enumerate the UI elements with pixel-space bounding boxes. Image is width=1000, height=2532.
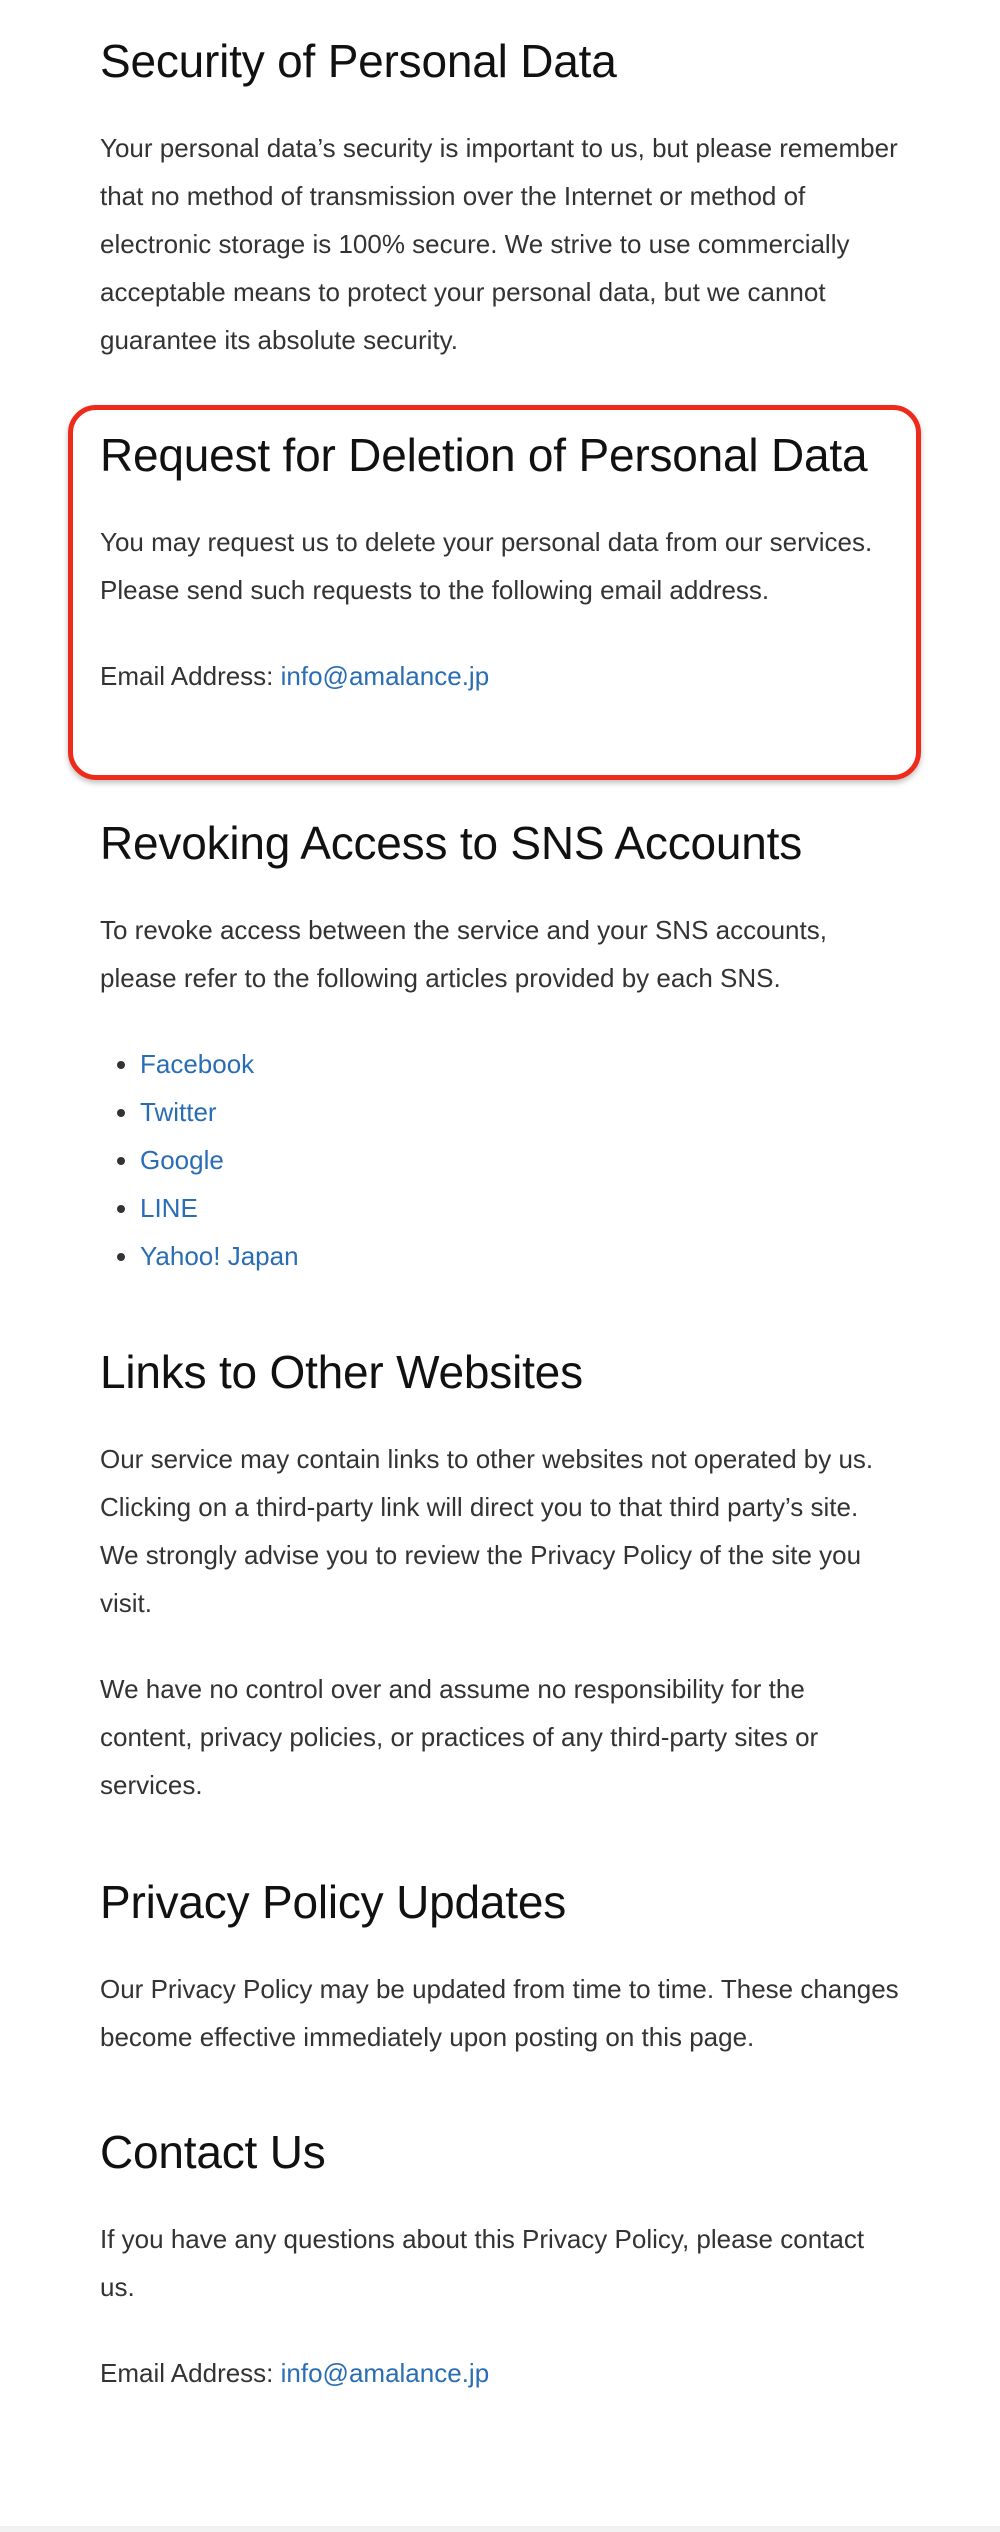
contact-body: If you have any questions about this Privacy Policy, please contact us. (100, 2224, 865, 2302)
updates-body: Our Privacy Policy may be updated from time to time. These changes become effective immediately upon posting on this page. (100, 1974, 899, 2052)
deletion-section (100, 426, 900, 700)
security-section (100, 32, 900, 364)
security-heading: Security of Personal Data (100, 35, 617, 87)
security-body: Your personal data’s security is important to us, but please remember that no method of transmission over the Internet or method of electronic storage is 100% secure. We strive to use commercially acceptable means to protect your personal data, but we cannot guarantee its absolute security. (100, 133, 898, 355)
deletion-email-line (100, 652, 900, 700)
list-item (140, 1136, 900, 1184)
contact-section (100, 2123, 900, 2397)
revoking-body: To revoke access between the service and your SNS accounts, please refer to the following articles provided by each SNS. (100, 915, 827, 993)
contact-email-link[interactable]: info@amalance.jp (280, 2358, 490, 2388)
contact-heading: Contact Us (100, 2126, 326, 2178)
facebook-link[interactable]: Facebook (140, 1049, 255, 1079)
list-item (140, 1232, 900, 1280)
updates-heading: Privacy Policy Updates (100, 1876, 566, 1928)
list-item (140, 1040, 900, 1088)
links-body-2: We have no control over and assume no responsibility for the content, privacy policies, or practices of any third-party sites or services. (100, 1674, 819, 1800)
links-heading: Links to Other Websites (100, 1346, 583, 1398)
twitter-link[interactable]: Twitter (140, 1097, 217, 1127)
line-link[interactable]: LINE (140, 1193, 198, 1223)
email-label: Email Address: (100, 2358, 281, 2388)
links-section (100, 1343, 900, 1809)
updates-section (100, 1873, 900, 2061)
deletion-body: You may request us to delete your personal data from our services. Please send such requests to the following email address. (100, 527, 873, 605)
revoking-heading: Revoking Access to SNS Accounts (100, 817, 803, 869)
list-item (140, 1184, 900, 1232)
links-body-1: Our service may contain links to other websites not operated by us. Clicking on a third-party link will direct you to that third party’s site. We strongly advise you to review the Privacy Policy of the site you visit. (100, 1444, 874, 1618)
yahoo-japan-link[interactable]: Yahoo! Japan (140, 1241, 299, 1271)
list-item (140, 1088, 900, 1136)
deletion-heading: Request for Deletion of Personal Data (100, 429, 868, 481)
deletion-email-link[interactable]: info@amalance.jp (280, 661, 490, 691)
contact-email-line (100, 2349, 900, 2397)
footer-divider (0, 2526, 1000, 2532)
revoking-section (100, 814, 900, 1280)
sns-link-list (100, 1040, 900, 1280)
email-label: Email Address: (100, 661, 281, 691)
google-link[interactable]: Google (140, 1145, 224, 1175)
